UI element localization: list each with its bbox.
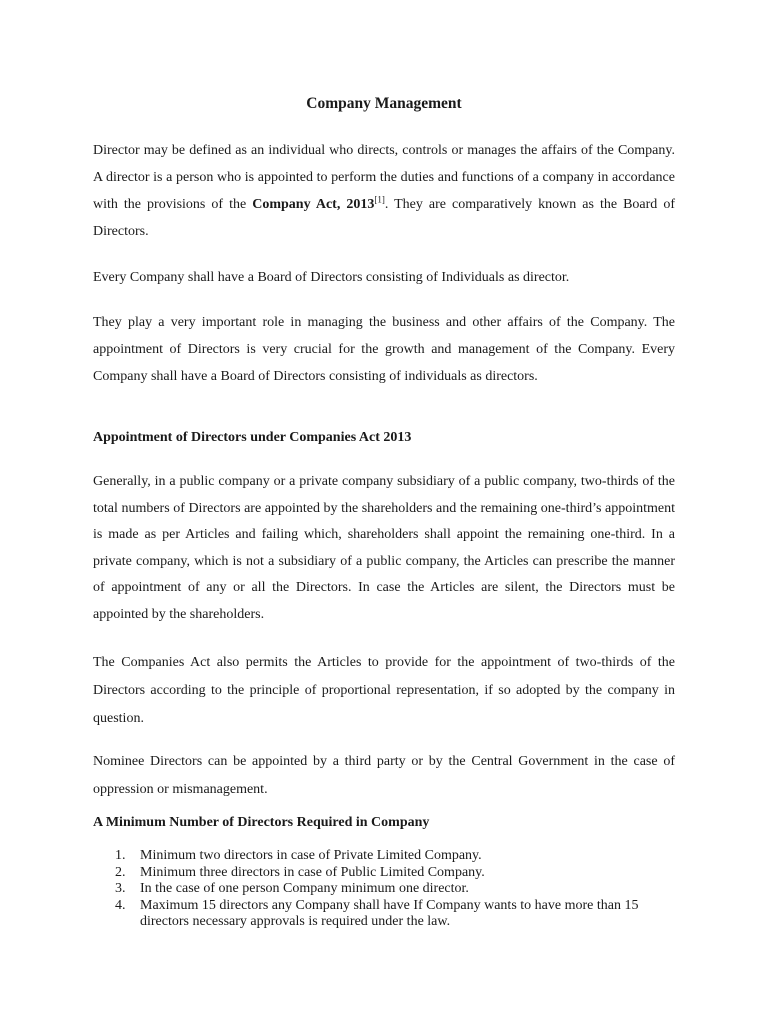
list-item-text: Minimum two directors in case of Private Limited Company. bbox=[140, 848, 482, 863]
list-item-number: 1. bbox=[115, 848, 126, 863]
intro-text-before: Director may be defined as an individual who directs, controls or manages the affairs of the Company. A director is a person who is appointed to perform the duties and functions of a company in accordance with the provisions of the bbox=[93, 143, 675, 212]
list-item-number: 3. bbox=[115, 881, 126, 896]
role-paragraph: They play a very important role in managing the business and other affairs of the Company. The appointment of Directors is very crucial for the growth and management of the Company. Every Company shall have a Board of Directors consisting of individuals as directors. bbox=[93, 315, 675, 384]
document-title: Company Management bbox=[306, 95, 462, 112]
proportional-paragraph: The Companies Act also permits the Articles to provide for the appointment of two-thirds of the Directors according to the principle of proportional representation, if so adopted by the company in question. bbox=[93, 655, 675, 726]
intro-paragraph bbox=[93, 137, 675, 245]
list-item bbox=[93, 881, 675, 898]
minimum-directors-heading: A Minimum Number of Directors Required in Company bbox=[93, 815, 430, 830]
company-act-reference: Company Act, 2013 bbox=[252, 197, 375, 212]
list-item-text: Maximum 15 directors any Company shall have If Company wants to have more than 15 directors necessary approvals is required under the law. bbox=[140, 897, 639, 929]
list-item bbox=[93, 898, 675, 931]
appointment-heading: Appointment of Directors under Companies Act 2013 bbox=[93, 430, 412, 445]
board-paragraph: Every Company shall have a Board of Directors consisting of Individuals as director. bbox=[93, 270, 570, 285]
footnote-reference[interactable]: [1] bbox=[374, 194, 385, 205]
list-item-number: 2. bbox=[115, 864, 126, 880]
list-item bbox=[93, 848, 675, 865]
nominee-paragraph: Nominee Directors can be appointed by a third party or by the Central Government in the case of oppression or mismanagement. bbox=[93, 754, 675, 797]
list-item-text: In the case of one person Company minimum one director. bbox=[140, 881, 469, 896]
list-item-number: 4. bbox=[115, 897, 126, 913]
intro-text-after: . They are comparatively known as the Board of Directors. bbox=[93, 197, 675, 239]
list-item bbox=[93, 865, 675, 882]
appointment-paragraph: Generally, in a public company or a private company subsidiary of a public company, two-thirds of the total numbers of Directors are appointed by the shareholders and the remaining one-third’s appointment is made as per Articles and failing which, shareholders shall appoint the remaining one-third. In a private company, which is not a subsidiary of a public company, the Articles can prescribe the manner of appointment of any or all the Directors. In case the Articles are silent, the Directors must be appointed by the shareholders. bbox=[93, 474, 675, 622]
list-item-text: Minimum three directors in case of Public Limited Company. bbox=[140, 864, 485, 880]
directors-list bbox=[93, 848, 675, 931]
